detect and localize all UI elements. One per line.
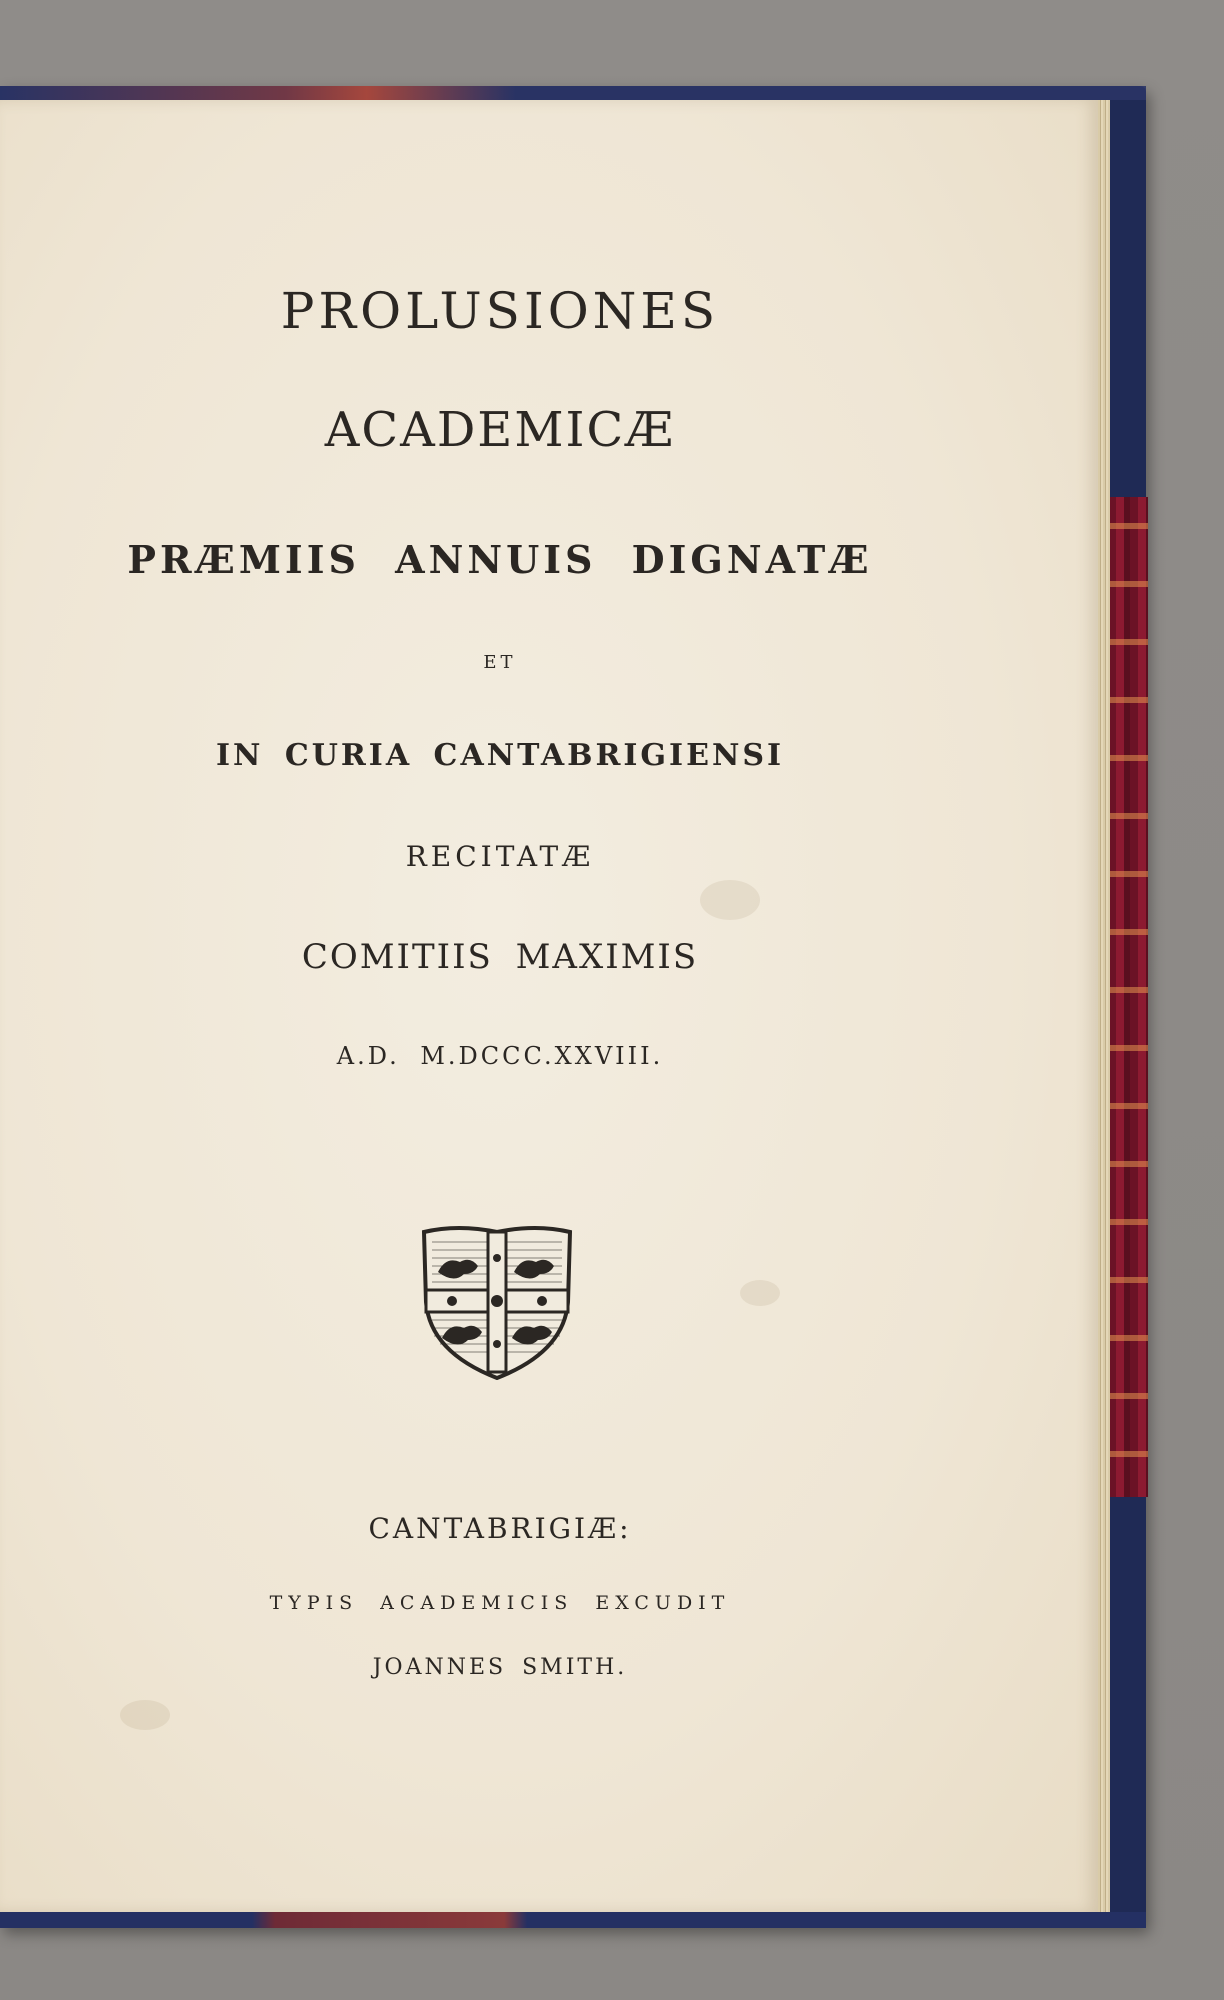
imprint-printer-line: TYPIS ACADEMICIS EXCUDIT: [269, 1592, 731, 1614]
title-line-in-curia: IN CURIA CANTABRIGIENSI: [215, 738, 785, 773]
marbled-spine: [1106, 497, 1148, 1497]
title-line-et: ET: [483, 652, 517, 673]
cover-edge-top: [0, 86, 1146, 100]
cover-edge-bottom: [0, 1912, 1146, 1928]
title-line-date: A.D. M.DCCC.XXVIII.: [336, 1042, 664, 1070]
title-line-recitatae: RECITATÆ: [405, 840, 595, 873]
title-page: [0, 100, 1098, 1912]
title-page-text: [0, 100, 1000, 1912]
university-shield-icon: [418, 1222, 576, 1380]
imprint-place: CANTABRIGIÆ:: [368, 1512, 632, 1545]
title-line-prolusiones: PROLUSIONES: [280, 282, 720, 340]
title-line-comitiis: COMITIIS MAXIMIS: [301, 937, 699, 977]
imprint-printer: JOANNES SMITH.: [372, 1655, 628, 1680]
title-line-academicae: ACADEMICÆ: [324, 402, 676, 458]
title-line-praemiis: PRÆMIIS ANNUIS DIGNATÆ: [127, 537, 873, 582]
